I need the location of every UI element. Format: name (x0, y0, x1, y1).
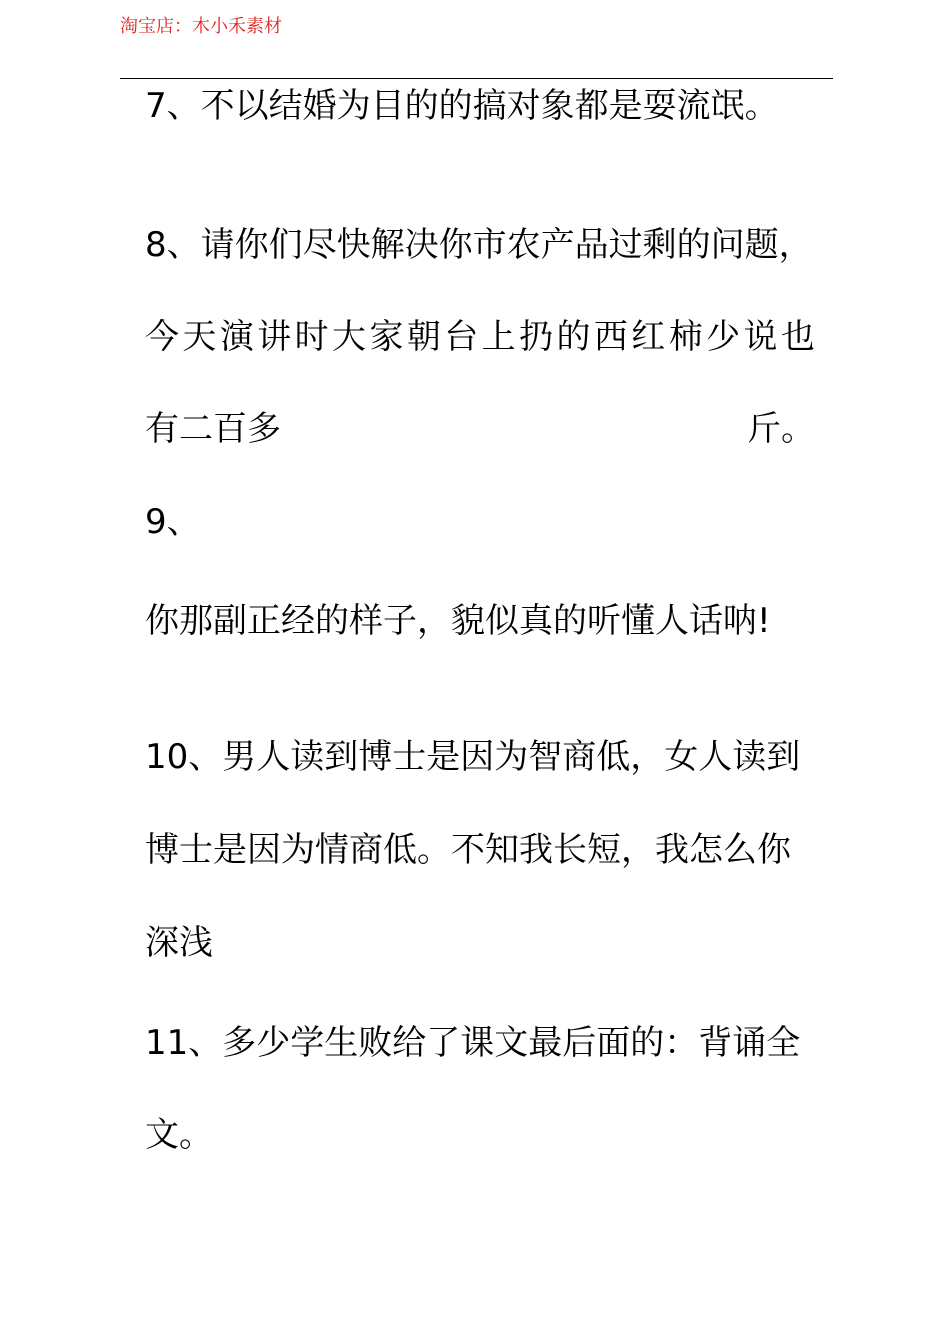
item-8-line-1: 8、请你们尽快解决你市农产品过剩的问题， (145, 225, 813, 265)
char: 的 (556, 317, 591, 357)
item-8-line-2 (145, 317, 815, 357)
char: 朝 (406, 317, 441, 357)
char: 扔 (519, 317, 554, 357)
item-11-line-2: 文。 (145, 1115, 213, 1155)
char: 时 (294, 317, 329, 357)
char: 说 (743, 317, 778, 357)
char: 少 (706, 317, 741, 357)
header-divider (120, 78, 833, 79)
char: 讲 (257, 317, 292, 357)
char: 斤 (747, 409, 781, 449)
char: 西 (593, 317, 628, 357)
char: 大 (332, 317, 367, 357)
char: 演 (219, 317, 254, 357)
char: 家 (369, 317, 404, 357)
item-9-number: 9、 (145, 502, 201, 542)
item-10-line-2: 博士是因为情商低。不知我长短，我怎么你 (145, 830, 791, 870)
char: 二 (179, 409, 213, 449)
char: 多 (247, 409, 281, 449)
item-7: 7、不以结婚为目的的搞对象都是耍流氓。 (145, 86, 779, 126)
char: 柿 (668, 317, 703, 357)
item-8-line-3 (145, 409, 815, 449)
shop-note: 淘宝店：木小禾素材 (120, 16, 282, 37)
char: 今 (145, 317, 179, 357)
item-10-line-1: 10、男人读到博士是因为智商低，女人读到 (145, 737, 801, 777)
char: 也 (780, 317, 815, 357)
char: 上 (481, 317, 516, 357)
char: 台 (444, 317, 479, 357)
char: 红 (631, 317, 666, 357)
item-9-text: 你那副正经的样子，貌似真的听懂人话呐! (145, 601, 771, 641)
char: 天 (182, 317, 217, 357)
char: 有 (145, 409, 179, 449)
char: 。 (781, 409, 815, 449)
item-10-line-3: 深浅 (145, 923, 213, 963)
char: 百 (213, 409, 247, 449)
item-11-line-1: 11、多少学生败给了课文最后面的：背诵全 (145, 1023, 801, 1063)
